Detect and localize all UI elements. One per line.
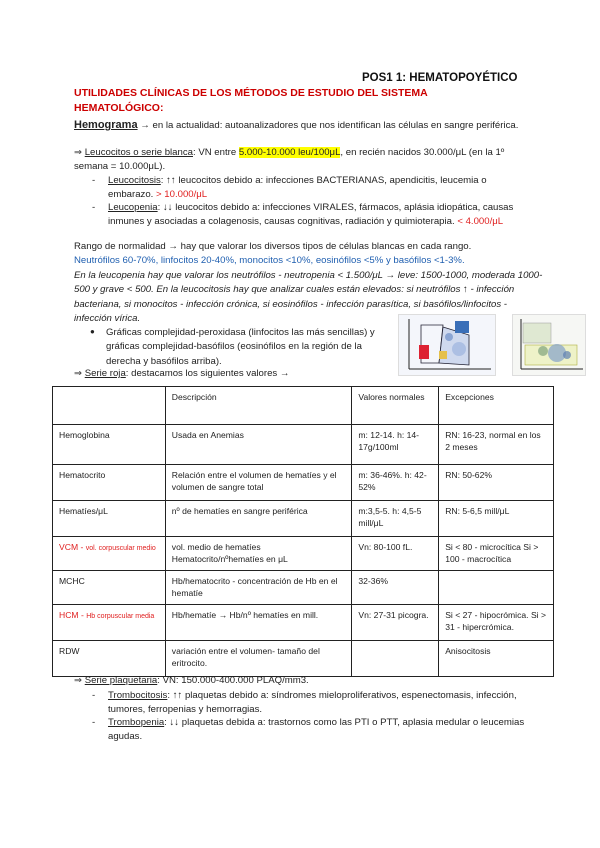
row-name-main: HCM - <box>59 610 87 620</box>
row-values: Vn: 27-31 picogra. <box>352 605 439 641</box>
hemograma-paragraph <box>74 117 534 134</box>
table-header-cell: Excepciones <box>439 387 554 425</box>
row-desc: Relación entre el volumen de hematíes y el volumen de sangre total <box>165 465 352 501</box>
leucopenia-text: : ↓↓ leucocitos debido a: infecciones VIRALES, fármacos, aplásia idiopática, causas inmunes y asociadas a colagenosis, causas cognitivas, radiación y quimioterapia. <box>108 202 514 228</box>
leucocitos-paragraph <box>74 146 534 175</box>
arrow-icon: ⇒ <box>74 675 83 686</box>
basophil-scatter-figure <box>512 314 586 376</box>
trombocitosis-text: : ↑↑ plaquetas debido a: síndromes mieloproliferativos, espenectomasis, infección, tumores, ferropenias y hemorragias. <box>108 690 517 716</box>
trombopenia-text: : ↓↓ plaquetas debida a: trastornos como las PTI o PTT, aplasia medular o leucemias agudas. <box>108 717 525 743</box>
page-header: POS1 1: HEMATOPOYÉTICO <box>362 72 518 84</box>
trombopenia-term: Trombopenia <box>108 717 165 728</box>
serie-roja-table <box>52 386 554 677</box>
row-name-main: VCM - <box>59 542 86 552</box>
plaquetas-paragraph <box>74 674 309 688</box>
graficas-item <box>90 326 386 369</box>
graficas-text: Gráficas complejidad-peroxidasa (linfocitos las más sencillas) y gráficas complejidad-basófilos (eosinófilos en la región de la derecha y basófilos arriba). <box>106 327 375 367</box>
arrow-icon: ⇒ <box>74 368 83 379</box>
table-row <box>53 605 554 641</box>
leucocitos-text-b: , en recién nacidos 30.000/μL (en la 1º semana = 10.000μL). <box>74 147 505 173</box>
table-row <box>53 501 554 537</box>
row-exceptions: Si < 80 - microcítica Si > 100 - macrocítica <box>439 537 554 571</box>
dash-bullet: - <box>92 717 96 728</box>
table-header-cell: Descripción <box>165 387 352 425</box>
table-row <box>53 571 554 605</box>
dash-bullet: - <box>92 690 96 701</box>
plaquetas-text: : VN: 150.000-400.000 PLAQ/mm3. <box>157 675 309 686</box>
trombopenia-item <box>92 716 528 745</box>
serie-roja-label: Serie roja <box>84 368 126 379</box>
leucocitos-label: Leucocitos o serie blanca <box>84 147 193 158</box>
section-title: UTILIDADES CLÍNICAS DE LOS MÉTODOS DE ESTUDIO DEL SISTEMA HEMATOLÓGICO: <box>74 87 428 115</box>
table-row <box>53 465 554 501</box>
bullet-icon: ● <box>90 327 95 336</box>
row-name: RDW <box>53 641 166 677</box>
table-header-cell <box>53 387 166 425</box>
row-exceptions: RN: 16-23, normal en los 2 meses <box>439 425 554 465</box>
serie-roja-paragraph <box>74 367 289 381</box>
row-values: m: 36-46%. h: 42-52% <box>352 465 439 501</box>
table-row <box>53 425 554 465</box>
table-row <box>53 641 554 677</box>
hemograma-term: Hemograma <box>74 119 138 131</box>
leucocitos-highlight: 5.000-10.000 leu/100μL <box>238 147 341 158</box>
leucocitos-text-a: : VN entre <box>192 147 237 158</box>
trombocitosis-term: Trombocitosis <box>108 690 168 701</box>
row-exceptions: Anisocitosis <box>439 641 554 677</box>
row-name-sub: vol. corpuscular medio <box>85 545 156 552</box>
row-name: Hematíes/μL <box>53 501 166 537</box>
row-desc: vol. medio de hematíes Hematocrito/nºhematíes en μL <box>165 537 352 571</box>
row-name <box>53 605 166 641</box>
row-desc: Hb/hematíe → Hb/nº hematíes en mill. <box>165 605 352 641</box>
hemograma-text: → en la actualidad: autoanalizadores que nos identifican las células en sangre periférica. <box>140 120 519 131</box>
trombocitosis-item <box>92 689 528 718</box>
leucocitosis-value: > 10.000/μL <box>156 189 208 201</box>
dash-bullet: - <box>92 202 96 213</box>
row-name <box>53 537 166 571</box>
leucocitosis-item <box>92 174 518 203</box>
row-name: Hematocrito <box>53 465 166 501</box>
row-name: MCHC <box>53 571 166 605</box>
rango-text: Rango de normalidad → hay que valorar los diversos tipos de células blancas en cada rango. <box>74 241 472 252</box>
row-values <box>352 641 439 677</box>
rango-blue-text: Neutrófilos 60-70%, linfocitos 20-40%, monocitos <10%, eosinófilos <5% y basófilos <1-3%. <box>74 255 465 267</box>
row-values: 32-36% <box>352 571 439 605</box>
row-desc: Usada en Anemias <box>165 425 352 465</box>
row-exceptions: Si < 27 - hipocrómica. Si > 31 - hipercrómica. <box>439 605 554 641</box>
leucocitosis-term: Leucocitosis <box>108 175 161 186</box>
plaquetas-label: Serie plaquetaria <box>84 675 158 686</box>
leucopenia-item <box>92 201 520 230</box>
leucocitosis-text: : ↑↑ leucocitos debido a: infecciones BACTERIANAS, apendicitis, leucemia o embarazo. <box>108 175 487 201</box>
row-desc: nº de hematíes en sangre periférica <box>165 501 352 537</box>
row-desc: Hb/hematocrito - concentración de Hb en el hematíe <box>165 571 352 605</box>
arrow-icon: ⇒ <box>74 147 83 158</box>
row-name: Hemoglobina <box>53 425 166 465</box>
row-values: m:3,5-5. h: 4,5-5 mill/μL <box>352 501 439 537</box>
row-name-sub: Hb corpuscular media <box>86 613 155 620</box>
table-row <box>53 537 554 571</box>
row-exceptions: RN: 50-62% <box>439 465 554 501</box>
table-header-cell: Valores normales <box>352 387 439 425</box>
leucopenia-value: < 4.000/μL <box>457 216 504 228</box>
table-header-row <box>53 387 554 425</box>
italic-paragraph: En la leucopenia hay que valorar los neutrófilos - neutropenia < 1.500/μL → leve: 1500-1000, moderada 1000-500 y grave < 500. En la leucocitosis hay que analizar cuales están elevados: si neutrófilos ↑ - infección bacteriana, si monocitos - infección crónica, si eosinófilos - infección parasítica, si basófilos/linfocitos - infección vírica. <box>74 269 543 324</box>
peroxidase-scatter-figure <box>398 314 496 376</box>
serie-roja-text: : destacamos los siguientes valores → <box>125 368 290 379</box>
row-exceptions <box>439 571 554 605</box>
row-desc: variación entre el volumen- tamaño del eritrocito. <box>165 641 352 677</box>
row-values: Vn: 80-100 fL. <box>352 537 439 571</box>
dash-bullet: - <box>92 175 96 186</box>
row-values: m: 12-14. h: 14-17g/100ml <box>352 425 439 465</box>
leucopenia-term: Leucopenia <box>108 202 158 213</box>
row-exceptions: RN: 5-6,5 mill/μL <box>439 501 554 537</box>
